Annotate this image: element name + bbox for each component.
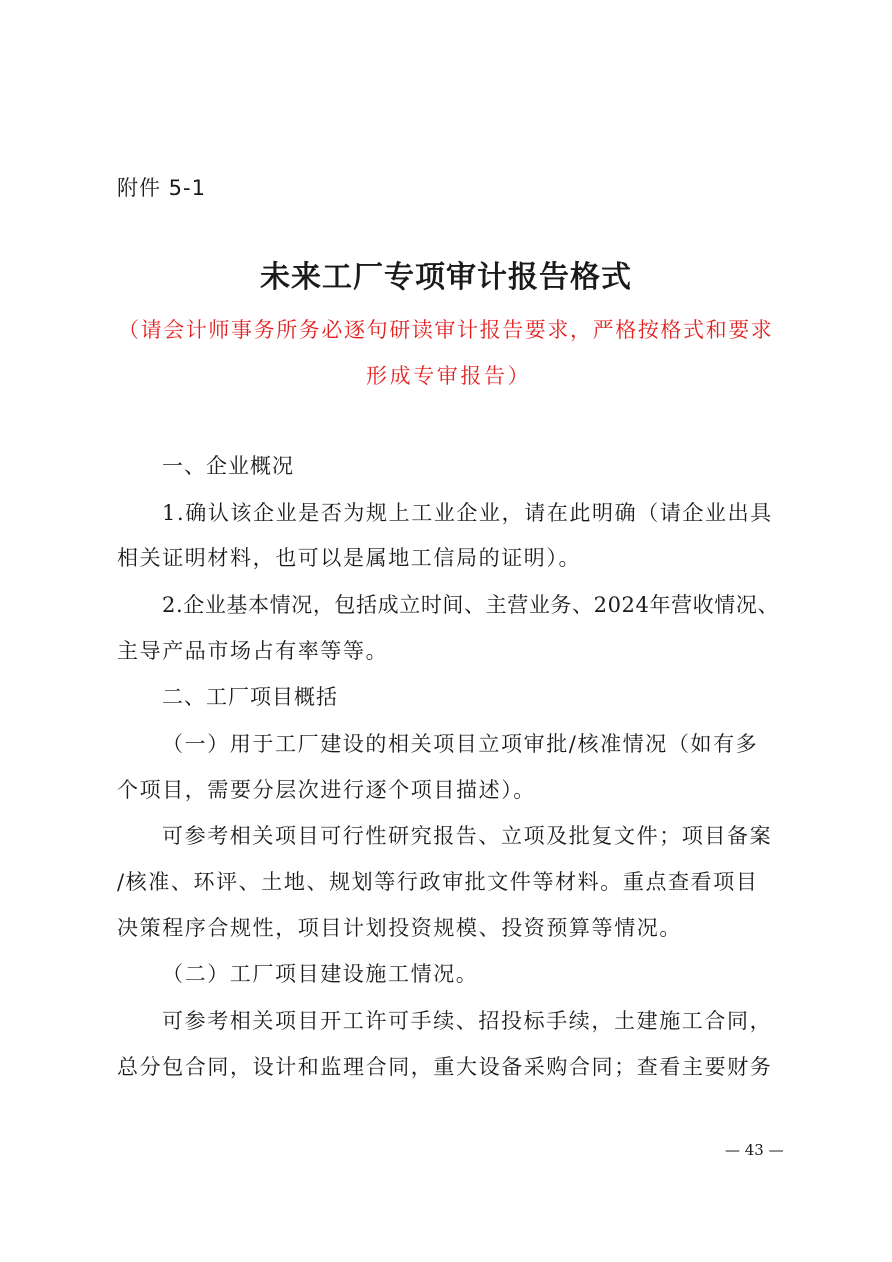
section-1-para-1-line-1: 1.确认该企业是否为规上工业企业，请在此明确（请企业出具 (162, 501, 773, 525)
section-2-para-1-line-1: 可参考相关项目可行性研究报告、立项及批复文件；项目备案 (162, 824, 773, 848)
section-2-sub-1-line-2: 个项目，需要分层次进行逐个项目描述）。 (117, 778, 536, 802)
document-title: 未来工厂专项审计报告格式 (260, 260, 632, 295)
section-1-para-1-line-2: 相关证明材料，也可以是属地工信局的证明）。 (117, 546, 582, 570)
section-2-sub-1-line-1: （一）用于工厂建设的相关项目立项审批/核准情况（如有多 (162, 732, 759, 756)
section-1-heading: 一、企业概况 (162, 454, 294, 478)
section-2-heading: 二、工厂项目概括 (162, 685, 338, 709)
section-2-para-2-line-2: 总分包合同，设计和监理合同，重大设备采购合同；查看主要财务 (117, 1055, 773, 1079)
section-2-para-2-line-1: 可参考相关项目开工许可手续、招投标手续，土建施工合同， (162, 1009, 773, 1033)
section-1-para-2-line-2: 主导产品市场占有率等等。 (117, 639, 389, 663)
section-2-para-1-line-3: 决策程序合规性，项目计划投资规模、投资预算等情况。 (117, 916, 682, 940)
instruction-note-line-1: （请会计师事务所务必逐句研读审计报告要求，严格按格式和要求 (118, 318, 774, 342)
attachment-label: 附件 5-1 (117, 176, 206, 200)
section-1-para-2-line-1: 2.企业基本情况，包括成立时间、主营业务、2024年营收情况、 (162, 593, 780, 617)
instruction-note-line-2: 形成专审报告） (366, 364, 532, 388)
section-2-para-1-line-2: /核准、环评、土地、规划等行政审批文件等材料。重点查看项目 (117, 870, 759, 894)
section-2-sub-2: （二）工厂项目建设施工情况。 (162, 962, 479, 986)
page-number: — 43 — (725, 1141, 784, 1159)
